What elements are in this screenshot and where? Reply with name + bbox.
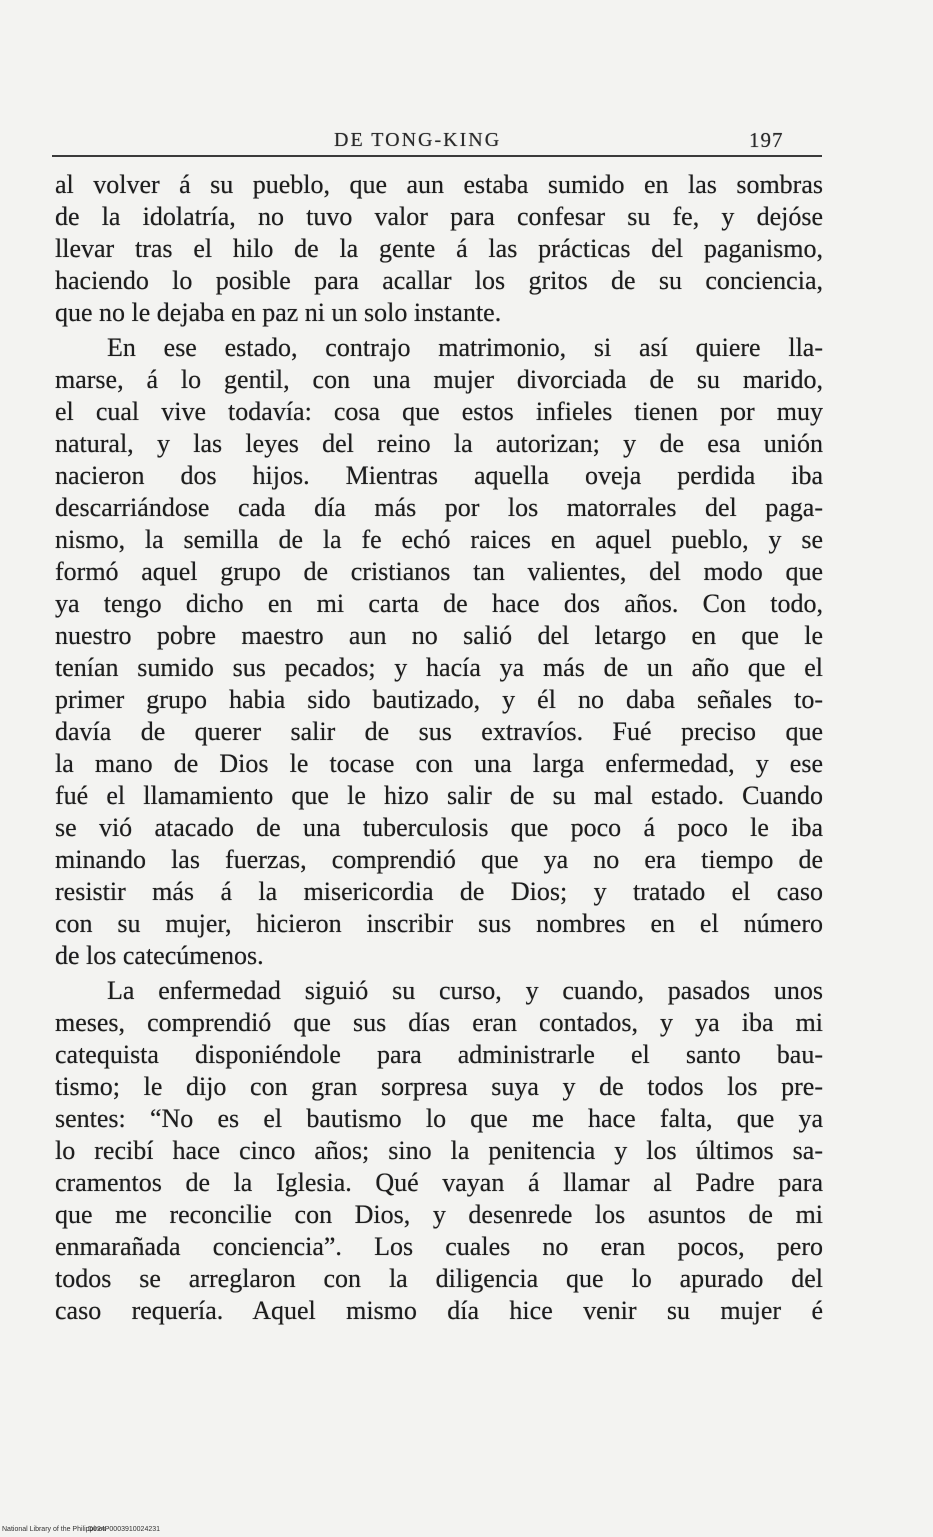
text-line: primer grupo habia sido bautizado, y él no daba señales to- (55, 685, 823, 714)
text-line: En ese estado, contrajo matrimonio, si así quiere lla- (107, 333, 823, 362)
paragraph (55, 975, 823, 1327)
text-line: ya tengo dicho en mi carta de hace dos años. Con todo, (55, 589, 823, 618)
text-line: haciendo lo posible para acallar los gritos de su conciencia, (55, 266, 823, 295)
text-line: descarriándose cada día más por los matorrales del paga- (55, 493, 823, 522)
text-line: marse, á lo gentil, con una mujer divorciada de su marido, (55, 365, 823, 394)
text-line: nacieron dos hijos. Mientras aquella oveja perdida iba (55, 461, 823, 490)
running-head (0, 127, 933, 153)
text-line: meses, comprendió que sus días eran contados, y ya iba mi (55, 1008, 823, 1037)
text-line: llevar tras el hilo de la gente á las prácticas del paganismo, (55, 234, 823, 263)
text-line: caso requería. Aquel mismo día hice venir su mujer é (55, 1296, 823, 1325)
text-line: tismo; le dijo con gran sorpresa suya y de todos los pre- (55, 1072, 823, 1101)
text-line: cramentos de la Iglesia. Qué vayan á llamar al Padre para (55, 1168, 823, 1197)
library-credit: National Library of the Philippines (2, 1526, 107, 1533)
text-line: que me reconcilie con Dios, y desenrede los asuntos de mi (55, 1200, 823, 1229)
text-line: nismo, la semilla de la fe echó raices en aquel pueblo, y se (55, 525, 823, 554)
body-text (55, 169, 823, 1327)
text-line: enmarañada conciencia”. Los cuales no eran pocos, pero (55, 1232, 823, 1261)
text-line: La enfermedad siguió su curso, y cuando, pasados unos (107, 976, 823, 1005)
text-line: resistir más á la misericordia de Dios; y tratado el caso (55, 877, 823, 906)
text-line: el cual vive todavía: cosa que estos infieles tienen por muy (55, 397, 823, 426)
text-line: se vió atacado de una tuberculosis que poco á poco le iba (55, 813, 823, 842)
text-line: todos se arreglaron con la diligencia que lo apurado del (55, 1264, 823, 1293)
text-line: de la idolatría, no tuvo valor para confesar su fe, y dejóse (55, 202, 823, 231)
text-line: natural, y las leyes del reino la autorizan; y de esa unión (55, 429, 823, 458)
text-line: tenían sumido sus pecados; y hacía ya más de un año que el (55, 653, 823, 682)
text-line: fué el llamamiento que le hizo salir de su mal estado. Cuando (55, 781, 823, 810)
text-line: formó aquel grupo de cristianos tan valientes, del modo que (55, 557, 823, 586)
text-line: davía de querer salir de sus extravíos. Fué preciso que (55, 717, 823, 746)
text-line: lo recibí hace cinco años; sino la penitencia y los últimos sa- (55, 1136, 823, 1165)
text-line: nuestro pobre maestro aun no salió del letargo en que le (55, 621, 823, 650)
running-title: DE TONG-KING (334, 129, 502, 151)
page-number: 197 (749, 128, 784, 152)
scan-footer (2, 1525, 302, 1535)
text-line: minando las fuerzas, comprendió que ya no era tiempo de (55, 845, 823, 874)
paragraph (55, 332, 823, 972)
header-rule (52, 155, 822, 157)
text-line: catequista disponiéndole para administrarle el santo bau- (55, 1040, 823, 1069)
paragraph-continued (55, 169, 823, 329)
scan-identifier: D024P0003910024231 (88, 1526, 161, 1533)
text-line: con su mujer, hicieron inscribir sus nombres en el número (55, 909, 823, 938)
text-line: de los catecúmenos. (55, 941, 264, 970)
text-line: al volver á su pueblo, que aun estaba sumido en las sombras (55, 170, 823, 199)
text-line: la mano de Dios le tocase con una larga enfermedad, y ese (55, 749, 823, 778)
text-line: sentes: “No es el bautismo lo que me hace falta, que ya (55, 1104, 823, 1133)
text-line: que no le dejaba en paz ni un solo instante. (55, 298, 502, 327)
